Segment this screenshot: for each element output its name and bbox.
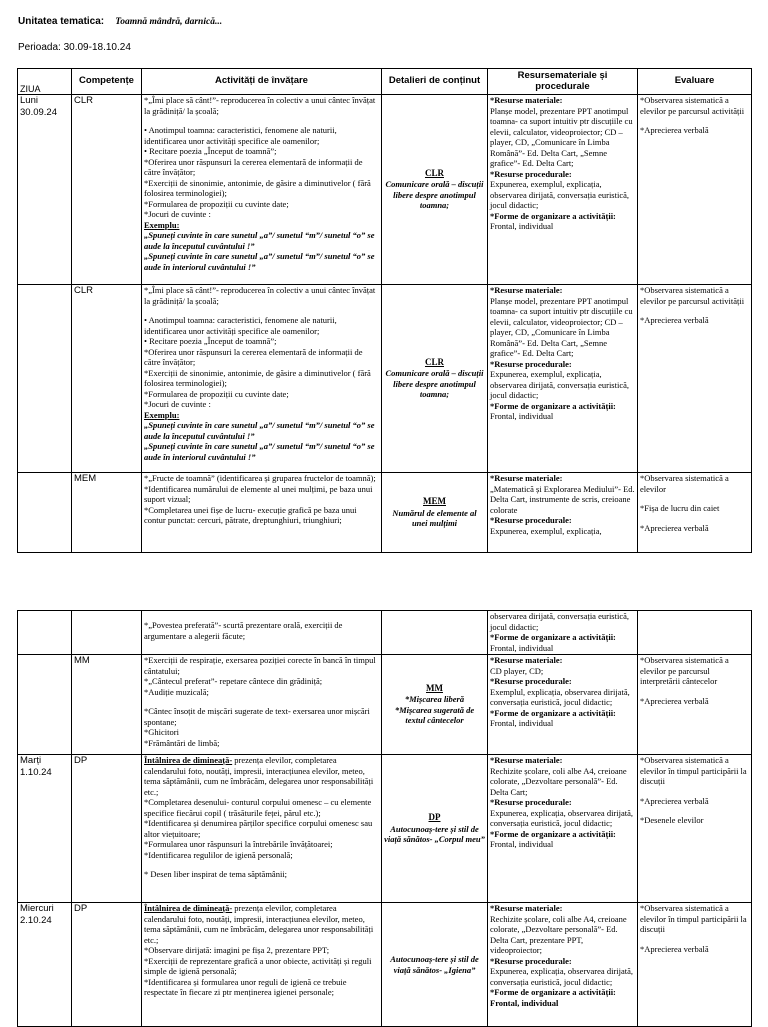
evaluation-cell — [638, 473, 752, 553]
resource-line: Expunerea, explicația, observarea dirijată, conversația euristică, jocul didactic; — [490, 807, 634, 829]
theme-value: Toamnă mândră, darnică... — [115, 17, 223, 27]
activity-line: *Formularea de propoziții cu cuvinte date; — [144, 388, 289, 399]
col-resurse: Resursemateriale și procedurale — [488, 69, 638, 95]
activity-line: *Completarea unei fișe de lucru- execuție grafică pe baza unui contur punctat: cercuri, pătrate, dreptunghiuri, triunghiuri; — [144, 504, 357, 526]
detail-title: CLR — [424, 168, 444, 179]
evaluation-cell — [638, 285, 752, 473]
evaluation-cell — [638, 755, 752, 903]
activity-line: *Identificarea și formularea unor reguli de igienă ce trebuie respectate în fiecare zi ptr menținerea igienei personale; — [144, 976, 347, 998]
resources-cell — [488, 95, 638, 285]
activity-line: „Spuneți cuvinte în care sunetul „a”/ sunetul “m”/ sunetul “o” se aude în interiorul cuvântului !” — [144, 251, 375, 272]
activity-line: *„Fructe de toamnă” (identificarea și gruparea fructelor de toamnă); — [144, 473, 376, 483]
activity-line: • Recitare poezia „Început de toamnă”; — [144, 146, 277, 157]
day-cell — [18, 655, 72, 755]
detail-subtitle: Comunicare orală – discuții libere despre anotimpul toamna; — [385, 179, 484, 211]
evaluation-line: *Aprecierea verbală — [640, 125, 709, 136]
day-cell — [18, 285, 72, 473]
activity-line: *Jocuri de cuvinte : — [144, 399, 211, 410]
activity-line: *Jocuri de cuvinte : — [144, 209, 211, 220]
activity-line: Exemplu: — [144, 409, 180, 420]
resource-line: Expunerea, exemplul, explicația, — [490, 525, 602, 536]
resource-line: *Resurse materiale: — [490, 655, 563, 665]
day-name: Luni — [20, 95, 38, 106]
competence-cell: CLR — [72, 95, 142, 285]
resources-cell — [488, 755, 638, 903]
resource-line: *Forme de organizare a activității: — [490, 828, 616, 839]
activity-line: *Frământări de limbă; — [144, 737, 220, 748]
activity-line: *Exerciții de respirație, exersarea poziției corecte în bancă în timpul cântatului; — [144, 655, 376, 676]
evaluation-line: *Observarea sistematică a elevilor pe parcursul activității — [640, 285, 745, 306]
activity-line — [144, 697, 379, 706]
resource-line: Exemplul, explicația, observarea dirijată, conversația euristică, jocul didactic; — [490, 686, 630, 708]
evaluation-line: *Observarea sistematică a elevilor pe parcursul interpretării cântecelor — [640, 655, 729, 687]
resource-line: Frontal, individual — [490, 411, 554, 422]
evaluation-line: *Aprecierea verbală — [640, 943, 709, 954]
activities-cell — [142, 95, 382, 285]
content-detail-cell — [382, 755, 488, 903]
table-row — [18, 473, 752, 553]
activity-line: *Identificarea și denumirea părților specifice corpului omenesc sau altor viețuitoare; — [144, 818, 373, 839]
content-detail-cell — [382, 285, 488, 473]
content-detail-cell — [382, 95, 488, 285]
activity-line — [144, 116, 379, 125]
content-detail-cell — [382, 611, 488, 655]
activity-line: *Observare dirijată: imagini pe fișa 2, prezentare PPT; — [144, 945, 330, 956]
activity-line — [144, 860, 379, 869]
day-cell — [18, 755, 72, 903]
evaluation-cell — [638, 611, 752, 655]
day-date: 30.09.24 — [20, 106, 57, 118]
resources-cell — [488, 611, 638, 655]
resource-line: *Resurse procedurale: — [490, 676, 572, 687]
detail-subtitle: Numărul de elemente al unei mulțimi — [392, 507, 477, 529]
evaluation-line: *Aprecierea verbală — [640, 795, 709, 806]
evaluation-line — [640, 687, 749, 696]
period-line — [18, 42, 131, 54]
activity-line: „Spuneți cuvinte în care sunetul „a”/ sunetul “m”/ sunetul “o” se aude la începutul cuvântului !” — [144, 230, 375, 251]
resource-line: Frontal, individual — [490, 718, 554, 729]
evaluation-line: *Observarea sistematică a elevilor — [640, 473, 729, 494]
day-date: 2.10.24 — [20, 914, 52, 926]
day-date: 1.10.24 — [20, 766, 52, 778]
activity-line: „Spuneți cuvinte în care sunetul „a”/ sunetul “m”/ sunetul “o” se aude în interiorul cuvântului !” — [144, 441, 375, 462]
activity-line — [144, 611, 379, 620]
evaluation-line — [640, 806, 749, 815]
planning-table-page-2 — [17, 610, 752, 1027]
table-row — [18, 655, 752, 755]
content-detail-cell — [382, 655, 488, 755]
col-detalieri: Detalieri de conținut — [382, 69, 488, 95]
evaluation-line — [640, 787, 749, 796]
resource-line: Expunerea, explicația, observarea dirijată, conversația euristică, jocul didactic; — [490, 966, 634, 987]
resource-line: Rechizite școlare, coli albe A4, creioane colorate, „Dezvoltare personală”- Ed. Delta Cart; — [490, 765, 627, 797]
resource-line: *Resurse materiale: — [490, 903, 563, 913]
activities-cell — [142, 755, 382, 903]
competence-cell: MEM — [72, 473, 142, 553]
activity-line-rest: prezența elevilor, completarea calendarului foto, noutăți, impresii, interacțiunea elevilor, meteo, tema săptămânii, cum ne îmbrăcăm, delegarea unor responsabilități etc.; — [144, 903, 374, 945]
evaluation-line: *Observarea sistematică a elevilor pe parcursul activității — [640, 95, 745, 116]
day-cell — [18, 95, 72, 285]
resources-cell — [488, 903, 638, 1027]
activity-line: *„Îmi place să cânt!”- reproducerea în colectiv a unui cântec învățat la grădiniță/ la școală; — [144, 285, 376, 306]
activity-line: • Anotimpul toamna: caracteristici, fenomene ale naturii, identificarea unor activități specifice ale oamenilor; — [144, 125, 337, 146]
resource-line: *Resurse procedurale: — [490, 797, 572, 808]
activity-line-lead: Întâlnirea de dimineață- — [144, 755, 233, 765]
period-label: Perioada: — [18, 42, 61, 53]
resource-line: Frontal, individual — [490, 221, 554, 232]
activities-cell — [142, 655, 382, 755]
content-detail-cell — [382, 473, 488, 553]
activities-cell — [142, 285, 382, 473]
detail-subtitle: Autocunoaș-tere și stil de viață sănătos- „Corpul meu” — [384, 823, 485, 845]
evaluation-line — [640, 306, 749, 315]
evaluation-line: *Fișa de lucru din caiet — [640, 503, 720, 514]
activity-line: *Identificarea regulilor de igienă personală; — [144, 849, 293, 860]
resource-line: „Matematică și Explorarea Mediului”- Ed. Delta Cart, instrumente de scris, creioane colorate — [490, 483, 635, 515]
activity-line — [144, 306, 379, 315]
resource-line: Planșe model, prezentare PPT anotimpul toamna- ca suport intuitiv ptr discuțiile cu elevii, calculator, videoproiector; CD –player, CD, „Comunicare în Limba Română”- Ed. Delta Cart, „Semne grafice”- Ed. Delta Cart; — [490, 105, 633, 169]
competence-cell: DP — [72, 755, 142, 903]
resources-cell — [488, 473, 638, 553]
col-activitati: Activități de învățare — [142, 69, 382, 95]
resource-line: *Resurse procedurale: — [490, 358, 572, 369]
table-row — [18, 755, 752, 903]
evaluation-line: *Aprecierea verbală — [640, 695, 709, 706]
evaluation-line: *Aprecierea verbală — [640, 522, 709, 533]
resources-cell — [488, 655, 638, 755]
theme-line — [18, 16, 222, 29]
resource-line: Planșe model, prezentare PPT anotimpul toamna- ca suport intuitiv ptr discuțiile cu elevii, calculator, videoproiector; CD –player, CD, „Comunicare în Limba Română”- Ed. Delta Cart, „Semne grafice”- Ed. Delta Cart; — [490, 295, 633, 359]
evaluation-line — [640, 514, 749, 523]
detail-title: DP — [428, 812, 441, 823]
competence-cell: CLR — [72, 285, 142, 473]
activity-line: *Exerciții de sinonimie, antonimie, de găsire a diminutivelor ( fără folosirea terminologiei); — [144, 177, 371, 199]
activity-line: • Anotimpul toamna: caracteristici, fenomene ale naturii, identificarea unor activități specifice ale oamenilor; — [144, 315, 337, 336]
evaluation-line: *Desenele elevilor — [640, 815, 704, 826]
table-row — [18, 903, 752, 1027]
activity-line: *Exerciții de reprezentare grafică a unor obiecte, activități și reguli simple de igienă personală; — [144, 955, 372, 977]
resource-line: *Forme de organizare a activității: Frontal, individual — [490, 987, 616, 1008]
evaluation-line: *Observarea sistematică a elevilor în timpul participării la discuții — [640, 903, 747, 935]
activity-line-rest: prezența elevilor, completarea calendarului foto, noutăți, impresii, interacțiunea elevilor, meteo, tema săptămânii, cum ne îmbrăcăm, delegarea unor responsabilități etc.; — [144, 755, 374, 797]
period-value: 30.09-18.10.24 — [63, 42, 131, 53]
table-row — [18, 95, 752, 285]
resource-line: *Forme de organizare a activității: — [490, 632, 616, 643]
detail-title: MEM — [423, 496, 446, 507]
resource-line: *Resurse procedurale: — [490, 168, 572, 179]
content-detail-cell — [382, 903, 488, 1027]
table-row — [18, 285, 752, 473]
activity-line: *Ghicitori — [144, 727, 179, 738]
activity-line — [144, 903, 379, 945]
activity-line: *Oferirea unor răspunsuri la cererea elementară de informații de către învățător; — [144, 346, 363, 368]
detail-title: MM — [426, 683, 443, 694]
resource-line: Expunerea, exemplul, explicația, observarea dirijată, conversația euristică, jocul didactic; — [490, 369, 630, 401]
evaluation-cell — [638, 903, 752, 1027]
activity-line: *Completarea desenului- conturul corpului omenesc – cu elemente specifice fiecărui copil ( trăsăturile feței, părul etc.); — [144, 797, 372, 818]
activity-line-lead: Întâlnirea de dimineață- — [144, 903, 233, 913]
resource-line: CD player, CD; — [490, 665, 544, 676]
activity-line: * Desen liber inspirat de tema săptămânii; — [144, 869, 288, 880]
activities-cell — [142, 611, 382, 655]
resource-line: *Resurse materiale: — [490, 95, 563, 105]
resource-line: *Forme de organizare a activității: — [490, 210, 616, 221]
detail-title: CLR — [424, 357, 444, 368]
activity-line: *Audiție muzicală; — [144, 686, 209, 697]
resource-line: *Forme de organizare a activității: — [490, 400, 616, 411]
activity-line: *„Îmi place să cânt!”- reproducerea în colectiv a unui cântec învățat la grădiniță/ la școală; — [144, 95, 376, 116]
competence-cell: DP — [72, 903, 142, 1027]
day-cell — [18, 611, 72, 655]
activity-line: Exemplu: — [144, 219, 180, 230]
resource-line: Expunerea, exemplul, explicația, observarea dirijată, conversația euristică, jocul didactic; — [490, 179, 630, 211]
competence-cell: MM — [72, 655, 142, 755]
detail-subtitle: *Mișcarea liberă *Mișcarea sugerată de textul cântecelor — [394, 694, 475, 726]
evaluation-cell — [638, 95, 752, 285]
resource-line: *Resurse procedurale: — [490, 955, 572, 966]
resource-line: *Resurse procedurale: — [490, 515, 572, 526]
resource-line: *Resurse materiale: — [490, 755, 563, 765]
activity-line — [144, 755, 379, 797]
day-name: Miercuri — [20, 903, 54, 914]
resource-line: *Resurse materiale: — [490, 285, 563, 295]
theme-label: Unitatea tematica: — [18, 16, 105, 27]
detail-subtitle: Comunicare orală – discuții libere despre anotimpul toamna; — [385, 368, 484, 400]
activity-line: *Exerciții de sinonimie, antonimie, de găsire a diminutivelor ( fără folosirea terminologiei); — [144, 367, 371, 389]
resource-line: *Resurse materiale: — [490, 473, 563, 483]
activity-line: *Formularea de propoziții cu cuvinte date; — [144, 198, 289, 209]
evaluation-line — [640, 935, 749, 944]
resource-line: observarea dirijată, conversația euristică, jocul didactic; — [490, 611, 630, 632]
planning-table-page-1 — [17, 68, 752, 553]
day-cell — [18, 903, 72, 1027]
activity-line: *„Cântecul preferat”- repetare cântece din grădiniță; — [144, 676, 323, 687]
col-evaluare: Evaluare — [638, 69, 752, 95]
resource-line: *Forme de organizare a activității: — [490, 707, 616, 718]
evaluation-line: *Observarea sistematică a elevilor în timpul participării la discuții — [640, 755, 747, 787]
activity-line: *Identificarea numărului de elemente al unei mulțimi, pe baza unui suport vizual; — [144, 483, 373, 505]
resource-line: Frontal, individual — [490, 839, 554, 850]
competence-cell — [72, 611, 142, 655]
activity-line: *Cântec însoțit de mișcări sugerate de text- exersarea unor mișcări spontane; — [144, 706, 370, 727]
col-ziua: ZIUA — [18, 69, 72, 95]
day-name: Marți — [20, 755, 42, 766]
activity-line: „Spuneți cuvinte în care sunetul „a”/ sunetul “m”/ sunetul “o” se aude la începutul cuvântului !” — [144, 420, 375, 441]
resource-line: Rechizite școlare, coli albe A4, creioane colorate, „Dezvoltare personală”- Ed. Delta Cart, prezentare PPT, videoproiector; — [490, 913, 627, 956]
activities-cell — [142, 473, 382, 553]
table-row — [18, 611, 752, 655]
activity-line: *Formularea unor răspunsuri la întrebările învățătoarei; — [144, 839, 333, 850]
evaluation-line: *Aprecierea verbală — [640, 315, 709, 326]
day-cell — [18, 473, 72, 553]
col-competente: Competențe — [72, 69, 142, 95]
activities-cell — [142, 903, 382, 1027]
resource-line: Frontal, individual — [490, 642, 554, 653]
activity-line: *Oferirea unor răspunsuri la cererea elementară de informații de către învățător; — [144, 156, 363, 178]
activity-line: *„Povestea preferată”- scurtă prezentare orală, exerciții de argumentare a alegerii făcute; — [144, 620, 343, 641]
detail-subtitle: Autocunoaș-tere și stil de viață sănătos- „Igiena” — [390, 953, 479, 975]
resources-cell — [488, 285, 638, 473]
evaluation-line — [640, 116, 749, 125]
evaluation-line — [640, 494, 749, 503]
evaluation-cell — [638, 655, 752, 755]
activity-line: • Recitare poezia „Început de toamnă”; — [144, 336, 277, 347]
